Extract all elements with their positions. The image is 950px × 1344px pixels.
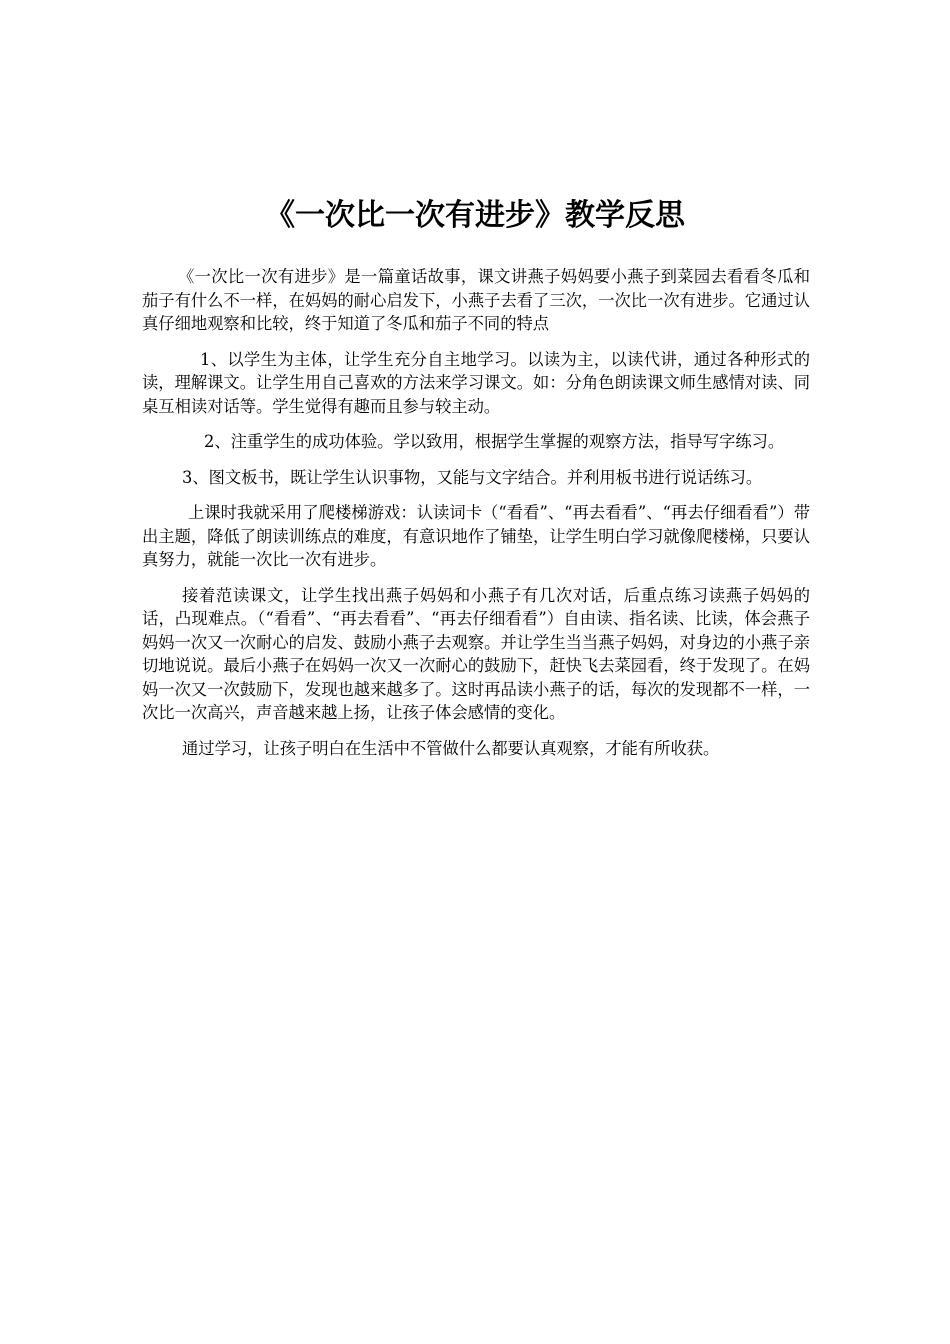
paragraph-intro: 《一次比一次有进步》是一篇童话故事，课文讲燕子妈妈要小燕子到菜园去看看冬瓜和茄子有什么不一样，在妈妈的耐心启发下，小燕子去看了三次，一次比一次有进步。它通过认真仔细地观察和比较，终于知道了冬瓜和茄子不同的特点 [142, 267, 810, 333]
document-body [142, 265, 810, 772]
paragraph-model-reading: 接着范读课文，让学生找出燕子妈妈和小燕子有几次对话，后重点练习读燕子妈妈的话，凸现难点。（“看看”、“再去看看”、“再去仔细看看”）自由读、指名读、比读，体会燕子妈妈一次又一次耐心的启发、鼓励小燕子去观察。并让学生当当燕子妈妈，对身边的小燕子亲切地说说。最后小燕子在妈妈一次又一次耐心的鼓励下，赶快飞去菜园看，终于发现了。在妈妈一次又一次鼓励下，发现也越来越多了。这时再品读小燕子的话，每次的发现都不一样，一次比一次高兴，声音越来越上扬，让孩子体会感情的变化。 [142, 585, 810, 722]
paragraph-point-1: 1、以学生为主体，让学生充分自主地学习。以读为主，以读代讲，通过各种形式的读，理解课文。让学生用自己喜欢的方法来学习课文。如：分角色朗读课文师生感情对读、同桌互相读对话等。学生觉得有趣而且参与较主动。 [142, 349, 810, 416]
paragraph-stair-game: 上课时我就采用了爬楼梯游戏：认读词卡（“看看”、“再去看看”、“再去仔细看看”）带出主题，降低了朗读训练点的难度，有意识地作了铺垫，让学生明白学习就像爬楼梯，只要认真努力，就能一次比一次有进步。 [142, 503, 810, 569]
document-title: 《一次比一次有进步》教学反思 [265, 198, 685, 233]
paragraph-conclusion: 通过学习，让孩子明白在生活中不管做什么都要认真观察，才能有所收获。 [182, 738, 720, 758]
paragraph-point-3: 3、图文板书，既让学生认识事物，又能与文字结合。并利用板书进行说话练习。 [182, 467, 763, 487]
paragraph-point-2: 2、注重学生的成功体验。学以致用，根据学生掌握的观察方法，指导写字练习。 [204, 432, 785, 451]
